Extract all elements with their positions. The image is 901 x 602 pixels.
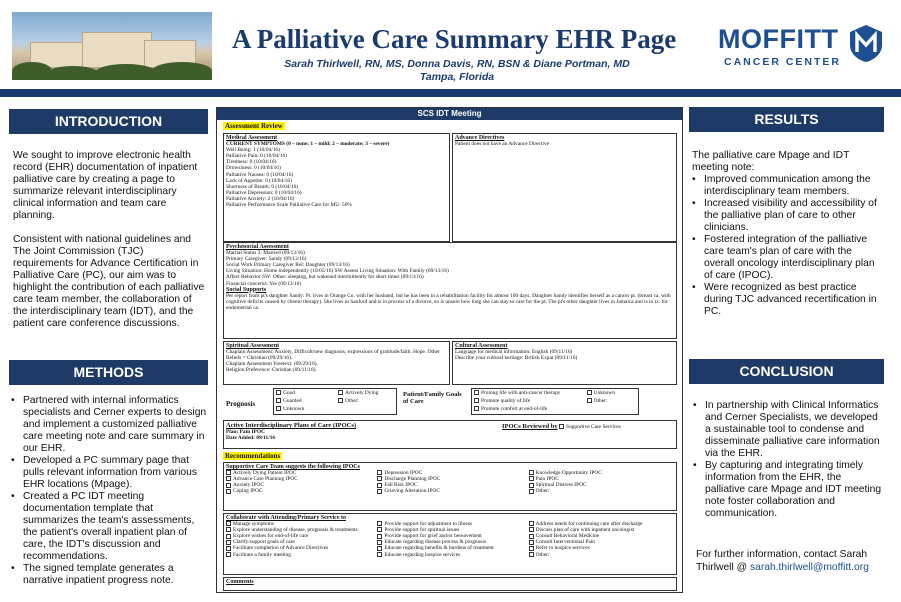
goals-option[interactable]: Other: [587,398,636,405]
ipoc-option[interactable]: Coping IPOC [226,488,371,494]
ipoc-option[interactable]: Anxiety IPOC [226,482,371,488]
collaborate-box [223,513,677,575]
results-intro: The palliative care Mpage and IDT meeting note: [692,150,850,173]
checkbox-icon [226,476,231,481]
checkbox-icon [559,424,564,429]
checkbox-icon [529,546,534,551]
checkbox-icon [474,390,479,395]
methods-item: • Developed a PC summary page that pulls relevant information from various EHR locations (Mpage). [11,455,208,491]
results-item: • Fostered integration of the palliative care team's plan of care with the overall oncology interdisciplinary plan of care (IPOC). [692,234,884,282]
symptom-line: Palliative Nausea: 0 (10/04/16) [226,171,294,178]
ipoc-option[interactable]: Other: [529,488,674,494]
checkbox-icon [529,527,534,532]
ipoc-option[interactable]: Spiritual Distress IPOC [529,482,674,488]
ipoc-option[interactable]: Discharge Planning IPOC [377,476,522,482]
collab-option[interactable]: Refer to hospice services [529,545,674,551]
results-item: • Improved communication among the interdisciplinary team members. [692,174,884,198]
introduction-text [13,150,206,342]
assessment-review-label: Assessment Review [225,122,283,130]
checkbox-icon [377,534,382,539]
social-supports-text: Per report from pt's daughter Sandy: Pt. lives in Orange Co. with her husband, but he has been in a rehabilitation facility for almost 100 days. Daughter Sandy identifies herself as a cancer pt. (breast ca. with cognitive deficits caused by chemo therapy). She lives in Sanford and is in process of a divorce, so is unsure how long she can stay to care for the pt. The pt's other daughter lives in Jamaica and is in tx. for endometrial ca. [226,292,671,311]
suggested-ipocs-box [223,462,677,511]
prognosis-label: Prognosis [226,400,256,408]
ipoc-option[interactable]: Grieving Alteration IPOC [377,488,522,494]
goals-of-care-options [471,388,639,415]
checkbox-icon [377,476,382,481]
checkbox-icon [276,390,281,395]
checkbox-icon [226,527,231,532]
ipoc-date-added: Date Added: 09/11/16 [226,435,276,442]
goals-option[interactable]: Promote quality of life [474,398,583,405]
advance-directives-box [452,133,677,242]
checkbox-icon [529,470,534,475]
checkbox-icon [377,521,382,526]
introduction-heading: INTRODUCTION [9,109,208,134]
medical-assessment-box [223,133,450,242]
checkbox-icon [377,483,382,488]
checkbox-icon [377,527,382,532]
checkbox-icon [529,483,534,488]
prognosis-options [273,388,397,415]
spiritual-line: Chaplain Assessment Freetext: (09/29/16). [226,361,318,368]
symptom-line: Palliative Anxiety: 2 (10/04/16) [226,195,295,202]
checkbox-icon [529,521,534,526]
collab-option[interactable]: Consult Behavioral Medicine [529,533,674,539]
psychosocial-line: Social Work Primary Caregiver Rel: Daughter (09/13/16) [226,262,350,269]
collab-option[interactable]: Explore understanding of disease, prognosis & treatments [226,527,371,533]
checkbox-icon [226,546,231,551]
moffitt-logo: MOFFITT CANCER CENTER [718,24,888,74]
symptom-line: Tiredness: 0 (10/04/16) [226,159,277,166]
collab-option[interactable]: Educate regarding disease process & prognosis [377,539,522,545]
symptom-line: Well Being: 1 (10/04/16) [226,147,280,154]
psychosocial-line: Affect Behavior SW: Other: sleeping, but wakened intermittently for short times (09/13/16) [226,274,424,281]
checkbox-icon [226,483,231,488]
comments-box[interactable] [223,577,677,591]
checkbox-icon [226,534,231,539]
methods-item: • Created a PC IDT meeting documentation template that summarizes the team's assessments, the patient's overall inpatient plan of care, the IDT's discussion and recommendations. [11,491,208,563]
ipoc-plan: Plan: Pain IPOC [226,429,265,435]
collab-option[interactable]: Provide support for spiritual issues [377,527,522,533]
prognosis-option[interactable]: Actively Dying [338,390,394,397]
psychosocial-line: Financial concerns: Yes (09/13/16) [226,280,302,287]
cultural-line: Language for medical information: English (09/11/16) [455,349,573,356]
ipoc-option[interactable]: Knowledge Opportunity IPOC [529,470,674,476]
contact-email-link[interactable]: sarah.thirlwell@moffitt.org [749,562,869,573]
hospital-photo [12,12,212,80]
methods-item: • Partnered with internal informatics specialists and Cerner experts to design and implement a customized palliative care meeting note and care summary in our EHR. [11,395,208,455]
collab-option[interactable]: Address needs for continuing care after discharge [529,521,674,527]
psychosocial-line: Primary Caregiver: Sandy (09/13/16) [226,256,307,263]
goals-option[interactable]: Promote comfort at end-of-life [474,406,583,413]
checkbox-icon [529,540,534,545]
ipoc-box [223,420,677,449]
ipoc-reviewed-option[interactable]: Supportive Care Services [559,424,621,430]
checkbox-icon [377,546,382,551]
ipoc-reviewed-label: IPOCs Reviewed by [502,423,558,430]
comments-label: Comments [226,579,254,585]
symptom-line: Lack of Appetite: 0 (10/04/16) [226,177,292,184]
symptom-line: Drowsiness: 0 (10/04/16) [226,165,281,172]
ipoc-option[interactable]: Advance Care Planning IPOC [226,476,371,482]
moffitt-emblem-icon [848,23,884,63]
goals-option[interactable]: Unknown [587,390,636,397]
checkbox-icon [587,398,592,403]
symptoms-header: CURRENT SYMPTOMS (0 – none; 1 – mild; 2 – moderate; 3 – severe) [226,141,390,148]
symptom-line: Palliative Pain: 0 (10/04/16) [226,153,287,160]
psychosocial-title: Psychosocial Assessment [226,244,289,250]
collaborate-title: Collaborate with Attending/Primary Service to [226,515,346,521]
methods-item: • The signed template generates a narrative inpatient progress note. [11,563,208,587]
methods-heading: METHODS [9,360,208,385]
collab-option[interactable]: Discuss plan of care with inpatient oncologist [529,527,674,533]
cultural-title: Cultural Assessment [455,343,508,349]
medical-assessment-title: Medical Assessment [226,135,278,141]
checkbox-icon [474,398,479,403]
checkbox-icon [587,390,592,395]
checkbox-icon [226,470,231,475]
prognosis-option[interactable]: Other: [338,398,394,405]
checkbox-icon [529,476,534,481]
collab-option[interactable]: Consult Interventional Pain [529,539,674,545]
collab-option[interactable]: Educate regarding hospice services [377,552,522,558]
checkbox-icon [529,489,534,494]
checkbox-icon [276,406,281,411]
checkbox-icon [338,390,343,395]
advance-directives-title: Advance Directives [455,135,505,141]
poster-location: Tampa, Florida [419,71,495,83]
results-item: • Were recognized as best practice during TJC advanced recertification in PC. [692,282,884,318]
checkbox-icon [529,534,534,539]
checkbox-icon [377,489,382,494]
goals-of-care-label: Patient/Family Goals of Care [403,391,462,405]
collab-option[interactable]: Clarify/support goals of care [226,539,371,545]
spiritual-assessment-box [223,341,450,385]
cultural-line: Describe your cultural heritage: British Expat (09/11/16) [455,355,578,362]
conclusion-heading: CONCLUSION [689,359,884,384]
meeting-title-bar: SCS IDT Meeting [217,108,682,120]
prognosis-option[interactable]: Good [276,390,332,397]
checkbox-icon [226,521,231,526]
results-heading: RESULTS [689,107,884,132]
spiritual-title: Spiritual Assessment [226,343,280,349]
collab-option[interactable]: Facilitate a family meeting [226,552,371,558]
advance-directives-text: Patient does not have an Advance Directive [455,141,550,148]
results-list [692,174,884,318]
goals-option[interactable]: Prolong life with anti-cancer therapy [474,390,583,397]
poster-authors: Sarah Thirlwell, RN, MS, Donna Davis, RN, BSN & Diane Portman, MD [284,58,630,70]
ipoc-option[interactable]: Depression IPOC [377,470,522,476]
psychosocial-line: Living Situation: Home independently (10/05/16) SW Assess Living Situation: With Family (09/13/16) [226,268,449,275]
checkbox-icon [377,552,382,557]
social-supports-title: Social Supports [226,286,267,293]
methods-list [11,395,208,587]
ipoc-option[interactable]: Pain IPOC [529,476,674,482]
suggested-ipocs-title: Supportive Care Team suggests the following IPOCs [226,464,360,470]
spiritual-line: Chaplain Assessment: Anxiety, Difficult/new diagnosis, expressions of gratitude/faith. Hope. Other Beliefs = Christian (09/29/16). [226,349,440,362]
results-text [692,150,884,318]
collab-option[interactable]: Explore wishes for end-of-life care [226,533,371,539]
conclusion-list [693,400,884,520]
cultural-assessment-box [452,341,677,385]
suggested-ipocs-grid [226,470,674,494]
conclusion-item: • In partnership with Clinical Informatics and Cerner Specialists, we developed a sustainable tool to condense and disseminate palliative care information via the EHR. [693,400,884,460]
contact-info [696,548,882,574]
introduction-paragraph-1: We sought to improve electronic health record (EHR) documentation of inpatient palliative care by creating a page to summarize relevant interdisciplinary clinical information and team care planning. [13,150,198,221]
conclusion-item: • By capturing and integrating timely information from the EHR, the palliative care Mpage and IDT meeting note foster collaboration and communication. [693,460,884,520]
collab-option[interactable]: Manage symptoms [226,521,371,527]
checkbox-icon [226,540,231,545]
symptom-line: Palliative Performance Scale Palliative Care for MU: 50% [226,202,352,209]
psychosocial-assessment-box [223,242,677,339]
header-rule [0,89,901,97]
symptom-line: Shortness of Breath: 0 (10/04/16) [226,183,299,190]
poster-title: A Palliative Care Summary EHR Page [232,24,677,54]
ipoc-option[interactable]: Fall Risk IPOC [377,482,522,488]
ipoc-title: Active Interdisciplinary Plans of Care (IPOCs) [226,422,357,429]
checkbox-icon [529,552,534,557]
ehr-meeting-note [216,107,683,593]
collab-option[interactable]: Facilitate completion of Advance Directives [226,545,371,551]
recommendations-label: Recommendations [225,452,281,460]
introduction-paragraph-2: Consistent with national guidelines and The Joint Commission (TJC) requirements for Advance Certification in Palliative Care (PC), our aim was to highlight the contribution of each palliative care team member, the collaboration of the interdisciplinary team (IDT), and the patient care conference discussions. [13,234,205,329]
collab-option[interactable]: Provide support for adjustment to illness [377,521,522,527]
checkbox-icon [276,398,281,403]
results-item: • Increased visibility and accessibility of the palliative plan of care to other clinicians. [692,198,884,234]
checkbox-icon [226,489,231,494]
collab-option[interactable]: Provide support for grief and/or bereavement [377,533,522,539]
checkbox-icon [226,552,231,557]
collaborate-grid [226,521,674,558]
spiritual-line: Religion Preference: Christian (09/11/16). [226,367,317,374]
checkbox-icon [377,470,382,475]
symptom-line: Palliative Depression: 0 (10/04/16) [226,189,302,196]
psychosocial-line: Marital Status 2: Married (09/13/16) [226,250,305,257]
checkbox-icon [474,406,479,411]
checkbox-icon [377,540,382,545]
collab-option[interactable]: Other: [529,552,674,558]
contact-text: For further information, contact Sarah Thirlwell @ [696,549,868,573]
ipoc-option[interactable]: Actively Dying Patient IPOC [226,470,371,476]
checkbox-icon [338,398,343,403]
prognosis-option[interactable]: Unknown [276,406,332,413]
prognosis-option[interactable]: Guarded [276,398,332,405]
collab-option[interactable]: Educate regarding benefits & burdens of treatment [377,545,522,551]
